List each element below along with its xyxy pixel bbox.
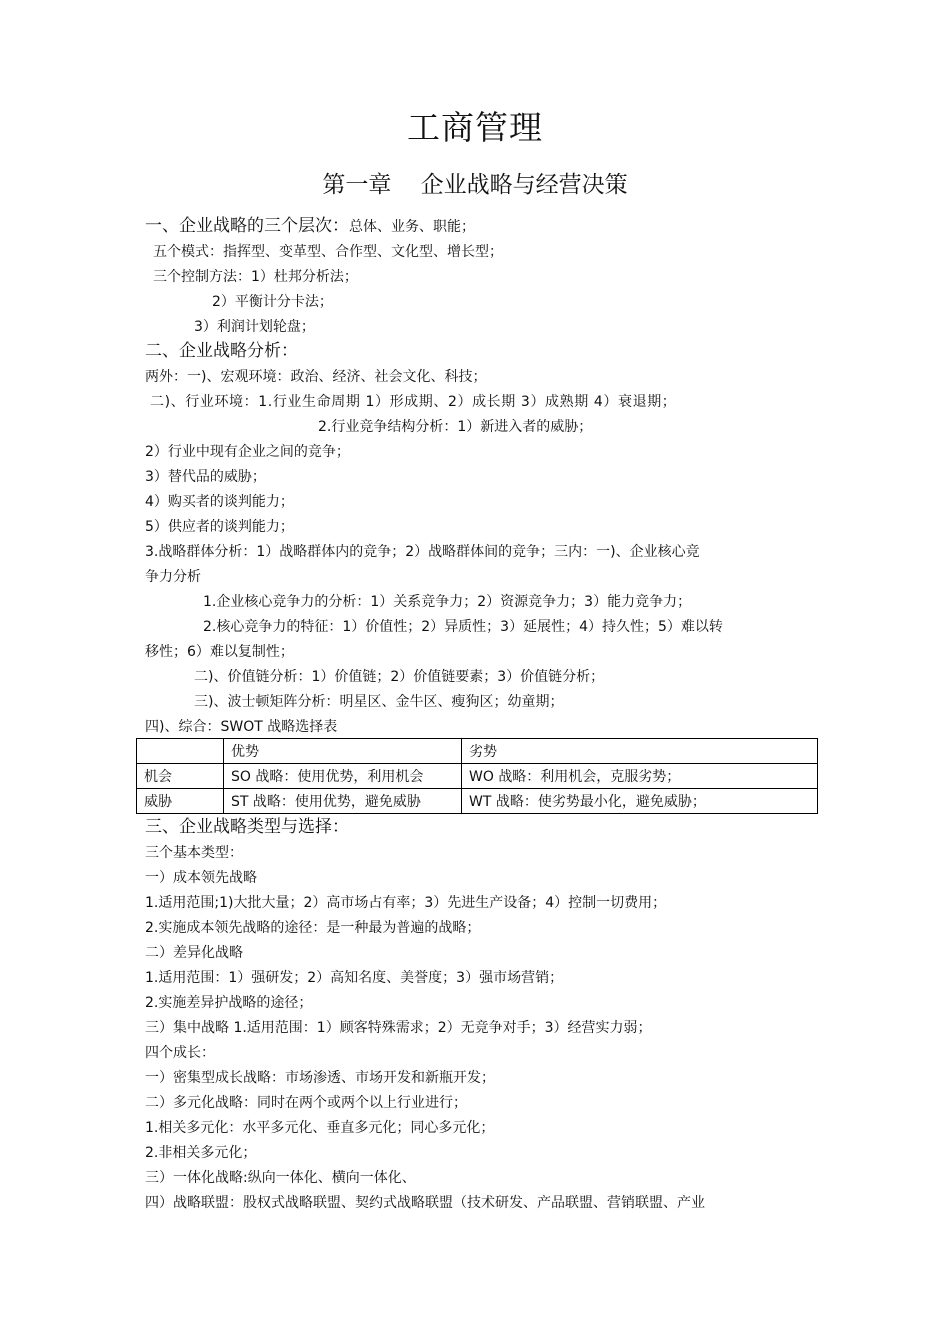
text-line: 四个成长：: [145, 1045, 215, 1061]
table-cell: 威胁: [137, 789, 224, 814]
text-line: 1.企业核心竞争力的分析：1）关系竞争力；2）资源竞争力；3）能力竞争力；: [203, 594, 692, 610]
table-cell: WO 战略：利用机会，克服劣势；: [462, 764, 818, 789]
document-title: 工商管理: [407, 108, 543, 147]
table-cell: ST 战略：使用优势，避免威胁: [224, 789, 462, 814]
text-line: 2）平衡计分卡法；: [212, 294, 333, 310]
text-line: 2.核心竞争力的特征：1）价值性；2）异质性；3）延展性；4）持久性；5）难以转: [203, 619, 723, 635]
section-heading-analysis: 二、企业战略分析：: [145, 341, 298, 361]
text-line: 移性；6）难以复制性；: [145, 644, 294, 660]
text-line: 1.相关多元化：水平多元化、垂直多元化；同心多元化；: [145, 1120, 495, 1136]
text-line: 二)、价值链分析：1）价值链；2）价值链要素；3）价值链分析；: [194, 669, 605, 685]
table-cell: 机会: [137, 764, 224, 789]
text-line: 三)、波士顿矩阵分析：明星区、金牛区、瘦狗区；幼童期；: [194, 694, 564, 710]
table-cell: SO 战略：使用优势，利用机会: [224, 764, 462, 789]
text-line: 两外：一)、宏观环境：政治、经济、社会文化、科技；: [145, 369, 487, 385]
text-line: 1.适用范围：1）强研发；2）高知名度、美誉度；3）强市场营销；: [145, 970, 564, 986]
table-cell: [137, 739, 224, 764]
swot-table: [136, 738, 818, 814]
text-line: 2）行业中现有企业之间的竞争；: [145, 444, 350, 460]
text-line: 2.非相关多元化；: [145, 1145, 257, 1161]
text-line: 三）集中战略 1.适用范围：1）顾客特殊需求；2）无竞争对手；3）经营实力弱；: [145, 1020, 652, 1036]
text-line: 三）一体化战略:纵向一体化、横向一体化、: [145, 1170, 416, 1186]
section-heading-levels: 一、企业战略的三个层次：总体、业务、职能；: [145, 216, 475, 236]
text-line: 1.适用范围;1)大批大量；2）高市场占有率；3）先进生产设备；4）控制一切费用；: [145, 895, 667, 911]
text-line: 争力分析: [145, 569, 201, 585]
text-line: 三个基本类型：: [145, 845, 243, 861]
chapter-heading: 第一章 企业战略与经营决策: [322, 172, 628, 198]
text-line: 五个模式：指挥型、变革型、合作型、文化型、增长型；: [153, 244, 503, 260]
table-cell: WT 战略：使劣势最小化，避免威胁；: [462, 789, 818, 814]
table-row: [137, 764, 818, 789]
table-cell: 优势: [224, 739, 462, 764]
text-line: 二）差异化战略: [145, 945, 243, 961]
section-heading-types: 三、企业战略类型与选择：: [145, 817, 349, 837]
text-line: 4）购买者的谈判能力；: [145, 494, 294, 510]
text-line: 2.行业竞争结构分析：1）新进入者的威胁；: [318, 419, 593, 435]
text-line: 3.战略群体分析：1）战略群体内的竞争；2）战略群体间的竞争；三内：一)、企业核心竞: [145, 544, 700, 560]
text-line: 5）供应者的谈判能力；: [145, 519, 294, 535]
text-line: 二）多元化战略：同时在两个或两个以上行业进行；: [145, 1095, 467, 1111]
table-cell: 劣势: [462, 739, 818, 764]
text-line: 四）战略联盟：股权式战略联盟、契约式战略联盟（技术研发、产品联盟、营销联盟、产业: [145, 1195, 705, 1211]
text-line: 2.实施成本领先战略的途径：是一种最为普遍的战略；: [145, 920, 481, 936]
table-row: [137, 789, 818, 814]
text-line: 2.实施差异护战略的途径；: [145, 995, 313, 1011]
text-line: 3）利润计划轮盘；: [194, 319, 315, 335]
text-line: 一）成本领先战略: [145, 870, 257, 886]
text-line: 三个控制方法：1）杜邦分析法；: [153, 269, 358, 285]
text-line: 3）替代品的威胁；: [145, 469, 266, 485]
text-line: 一）密集型成长战略：市场渗透、市场开发和新瓶开发；: [145, 1070, 495, 1086]
text-line: 二)、行业环境：1.行业生命周期 1）形成期、2）成长期 3）成熟期 4）衰退期；: [150, 394, 677, 410]
text-line: 四)、综合：SWOT 战略选择表: [145, 719, 338, 735]
table-header-row: [137, 739, 818, 764]
